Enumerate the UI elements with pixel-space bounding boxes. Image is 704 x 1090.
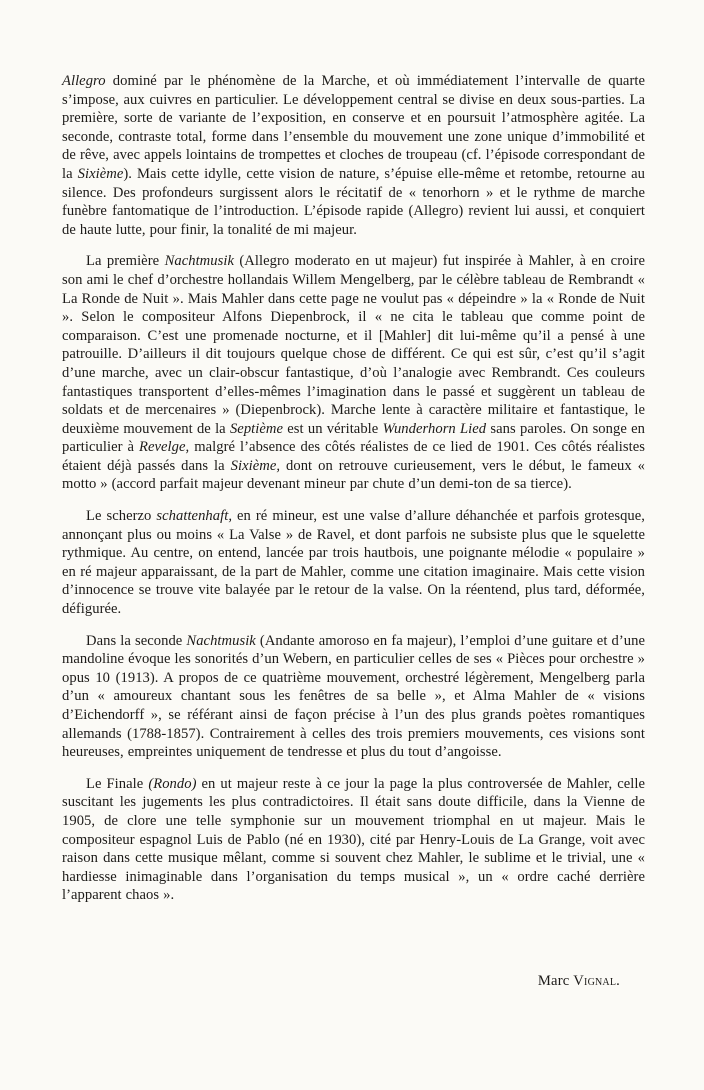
text-run: ). Mais cette idylle, cette vision de nature, s’épuise elle-même et retombe, retourne au silence. Des profondeurs surgissent alors le récitatif de « tenorhorn » et le rythme de marche funèbre fantomatique de l’introduction. L’épisode rapide (Allegro) revient lui aussi, et conquiert de haute lutte, pour finir, la tonalité de mi majeur.	[62, 165, 645, 238]
italic-text: Wunderhorn Lied	[382, 420, 487, 437]
text-run: (Andante amoroso en fa majeur), l’emploi d’une guitare et d’une mandoline évoque les sonorités d’un Webern, en particulier celles de ses « Pièces pour orchestre » opus 10 (1913). A propos de ce quatrième mouvement, orchestré légèrement, Mengelberg parla d’un « amoureux chantant sous les fenêtres de sa belle », et Alma Mahler de « visions d’Eichendorff », se référant ainsi de façon précise à l’un des plus grands poètes romantiques allemands (1788-1857). Contrairement à celles des trois premiers mouvements, ces visions sont heureuses, empreintes uniquement de tendresse et plus du tout d’angoisse.	[62, 632, 645, 761]
text-run: sans paroles. On songe en particulier à	[62, 420, 645, 456]
article-body	[62, 72, 645, 918]
italic-text: Sixième	[77, 165, 124, 182]
text-run: dont on retrouve curieusement, vers le début, le fameux « motto » (accord parfait majeur devenant mineur par chute d’un demi-ton de sa tierce).	[62, 457, 646, 493]
text-run: Dans la seconde	[86, 632, 187, 649]
italic-text: Sixième,	[230, 457, 281, 474]
paragraph-p2	[62, 252, 645, 494]
text-run: en ré mineur, est une valse d’allure déhanchée et parfois grotesque, annonçant plus ou moins « La Valse » de Ravel, et dont parfois ne subsiste plus que le squelette rythmique. Au centre, on entend, lancée par trois hautbois, une poignante mélodie « populaire » en ré majeur apparaissant, de la part de Mahler, comme une citation imaginaire. Mais cette vision d’innocence se trouve vite balayée par le retour de la valse. On la réentend, plus tard, déformée, défigurée.	[62, 508, 645, 618]
text-run: La première	[86, 253, 165, 270]
italic-text: Revelge,	[139, 439, 190, 456]
paragraph-p5	[62, 775, 645, 905]
paragraph-p1	[62, 72, 645, 239]
text-run: Le Finale	[86, 775, 149, 792]
italic-text: Nachtmusik	[186, 632, 256, 649]
text-run: dominé par le phénomène de la Marche, et où immédiatement l’intervalle de quarte s’impose, aux cuivres en particulier. Le développement central se divise en deux sous-parties. La première, sorte de variante de l’exposition, en conserve et en poursuit l’atmosphère agitée. La seconde, contraste total, forme dans l’ensemble du mouvement une zone unique d’immobilité et de rêve, avec appels lointains de trompettes et cloches de troupeau (cf. l’épisode correspondant de la	[62, 73, 645, 182]
text-run: malgré l’absence des côtés réalistes de ce lied de 1901. Ces côtés réalistes étaient déjà passés dans la	[62, 439, 645, 474]
paragraph-p4	[62, 632, 645, 762]
author-last-name: Vignal.	[573, 973, 620, 989]
text-run: (Allegro moderato en ut majeur) fut inspirée à Mahler, à en croire son ami le chef d’orchestre hollandais Willem Mengelberg, par le célèbre tableau de Rembrandt « La Ronde de Nuit ». Mais Mahler dans cette page ne voulut pas « dépeindre » la « Ronde de Nuit ». Selon le compositeur Alfons Diepenbrock, il « ne cita le tableau que comme point de comparaison. C’est une promenade nocturne, et il [Mahler] dit lui-même qu’il a pensé à une patrouille. D’ailleurs il dit toujours quelque chose de différent. Ce qui est sûr, c’est qu’il s’agit d’une marche, avec un clair-obscur fantastique, d’où l’analogie avec Rembrandt. Ces couleurs fantastiques transportent d’elles-mêmes l’imagination dans le passé et suggèrent un tableau de soldats et de mercenaires » (Diepenbrock). Marche lente à caractère militaire et fantastique, le deuxième mouvement de la	[62, 253, 645, 437]
italic-text: schattenhaft,	[156, 508, 233, 525]
italic-text: Nachtmusik	[164, 253, 234, 270]
italic-text: (Rondo)	[148, 775, 197, 792]
author-first-name: Marc	[537, 973, 570, 989]
text-run: Le scherzo	[86, 508, 157, 525]
author-signature	[538, 973, 620, 990]
paragraph-p3	[62, 507, 645, 619]
italic-text: Allegro	[62, 73, 106, 89]
italic-text: Septième	[229, 420, 284, 437]
text-run: en ut majeur reste à ce jour la page la plus controversée de Mahler, celle suscitant les jugements les plus contradictoires. Il était sans doute difficile, dans la Vienne de 1905, de clore une telle symphonie sur un mouvement triomphal en ut majeur. Mais le compositeur espagnol Luis de Pablo (né en 1930), cité par Henry-Louis de La Grange, voit avec raison dans cette musique mêlant, comme si souvent chez Mahler, le sublime et le trivial, une « hardiesse inimaginable dans l’organisation du temps musical », un « ordre caché derrière l’apparent chaos ».	[62, 775, 645, 904]
text-run: est un véritable	[283, 420, 383, 437]
